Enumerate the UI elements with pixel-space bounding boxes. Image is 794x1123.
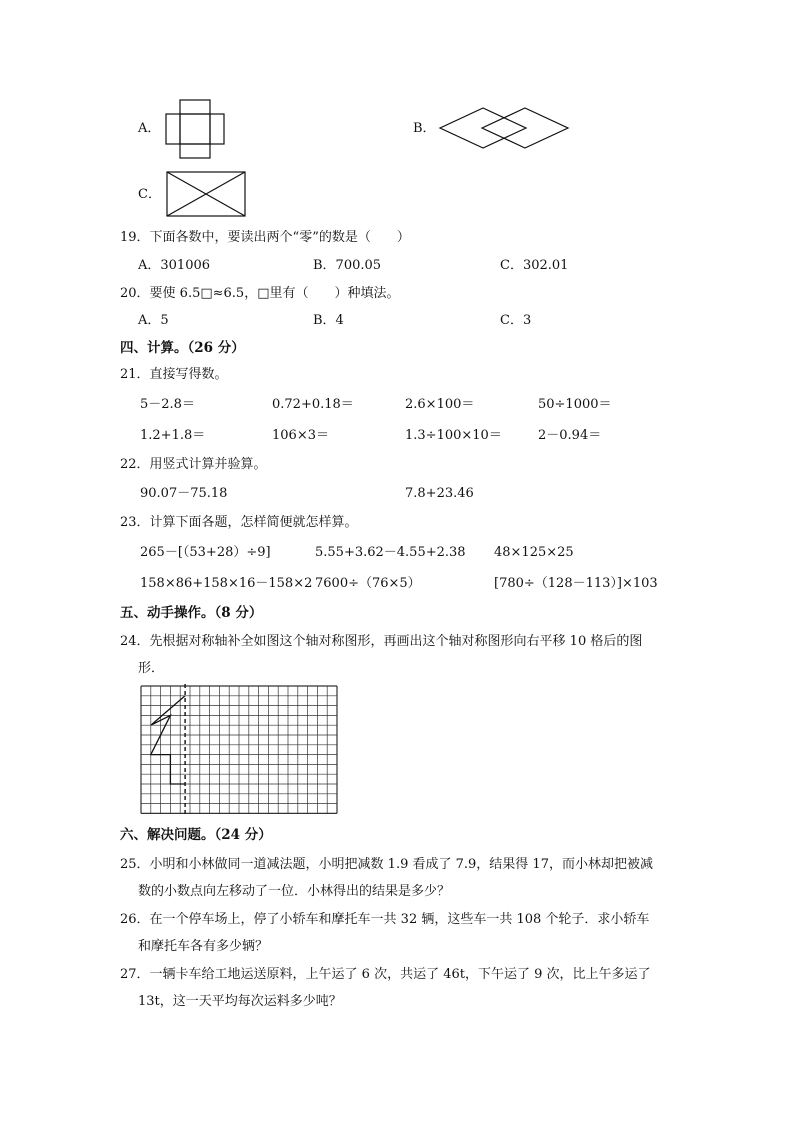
q21-item-7: 1.3÷100×10＝ [405,428,502,443]
question-26-line-2: 和摩托车各有多少辆？ [138,939,269,954]
question-20-option-c: C．3 [500,313,532,328]
question-25-line-2: 数的小数点向左移动了一位．小林得出的结果是多少？ [138,884,451,899]
question-23-stem: 23．计算下面各题，怎样简便就怎样算。 [120,515,358,530]
question-22-stem: 22．用竖式计算并验算。 [120,457,267,472]
question-19-option-b: B．700.05 [313,258,382,273]
q22-item-2: 7.8+23.46 [405,486,474,501]
overlapping-rhombi-figure [438,104,572,150]
option-c-label: C． [138,187,161,202]
section-6-title: 六、解决问题。（24 分） [120,827,272,843]
question-20-option-b: B．4 [313,313,344,328]
question-21-stem: 21．直接写得数。 [120,367,228,382]
question-24-line-2: 形． [138,661,165,676]
question-27-line-1: 27．一辆卡车给工地运送原料，上午运了 6 次，共运了 46t，下午运了 9 次，比上午多运了 [120,967,651,982]
q21-item-2: 0.72+0.18＝ [272,397,354,412]
q23-item-5: 7600÷（76×5） [315,576,421,591]
q22-item-1: 90.07－75.18 [140,486,228,501]
drawing-grid [141,686,341,814]
option-b-label: B． [413,121,436,136]
cross-net-figure [164,98,226,160]
question-24-line-1: 24．先根据对称轴补全如图这个轴对称图形，再画出这个轴对称图形向右平移 10 格后的图 [120,634,643,649]
option-a-label: A． [138,121,161,136]
section-5-title: 五、动手操作。（8 分） [120,605,263,621]
q21-item-4: 50÷1000＝ [538,397,612,412]
q21-item-3: 2.6×100＝ [405,397,475,412]
q23-item-1: 265－[（53+28）÷9] [140,545,271,560]
section-4-title: 四、计算。（26 分） [120,340,245,356]
question-19-option-a: A．301006 [138,258,211,273]
q23-item-3: 48×125×25 [494,545,574,560]
q23-item-6: [780÷（128－113）]×103 [494,576,658,591]
question-27-line-2: 13t，这一天平均每次运料多少吨？ [138,994,342,1009]
q21-item-8: 2－0.94＝ [538,428,602,443]
question-25-line-1: 25．小明和小林做同一道减法题，小明把减数 1.9 看成了 7.9，结果得 17，而小林却把被减 [120,857,653,872]
question-19-option-c: C．302.01 [500,258,569,273]
question-19-stem: 19．下面各数中，要读出两个“零”的数是（ ） [120,230,410,245]
q21-item-1: 5－2.8＝ [140,397,195,412]
q23-item-2: 5.55+3.62－4.55+2.38 [315,545,466,560]
question-20-stem: 20．要使 6.5□≈6.5，□里有（ ）种填法。 [120,286,400,301]
question-26-line-1: 26．在一个停车场上，停了小轿车和摩托车一共 32 辆，这些车一共 108 个轮子．求小轿车 [120,912,650,927]
question-20-option-a: A．5 [138,313,169,328]
q21-item-5: 1.2+1.8＝ [140,428,206,443]
q23-item-4: 158×86+158×16－158×2 [140,576,313,591]
rectangle-diagonals-figure [165,170,247,218]
q21-item-6: 106×3＝ [272,428,329,443]
